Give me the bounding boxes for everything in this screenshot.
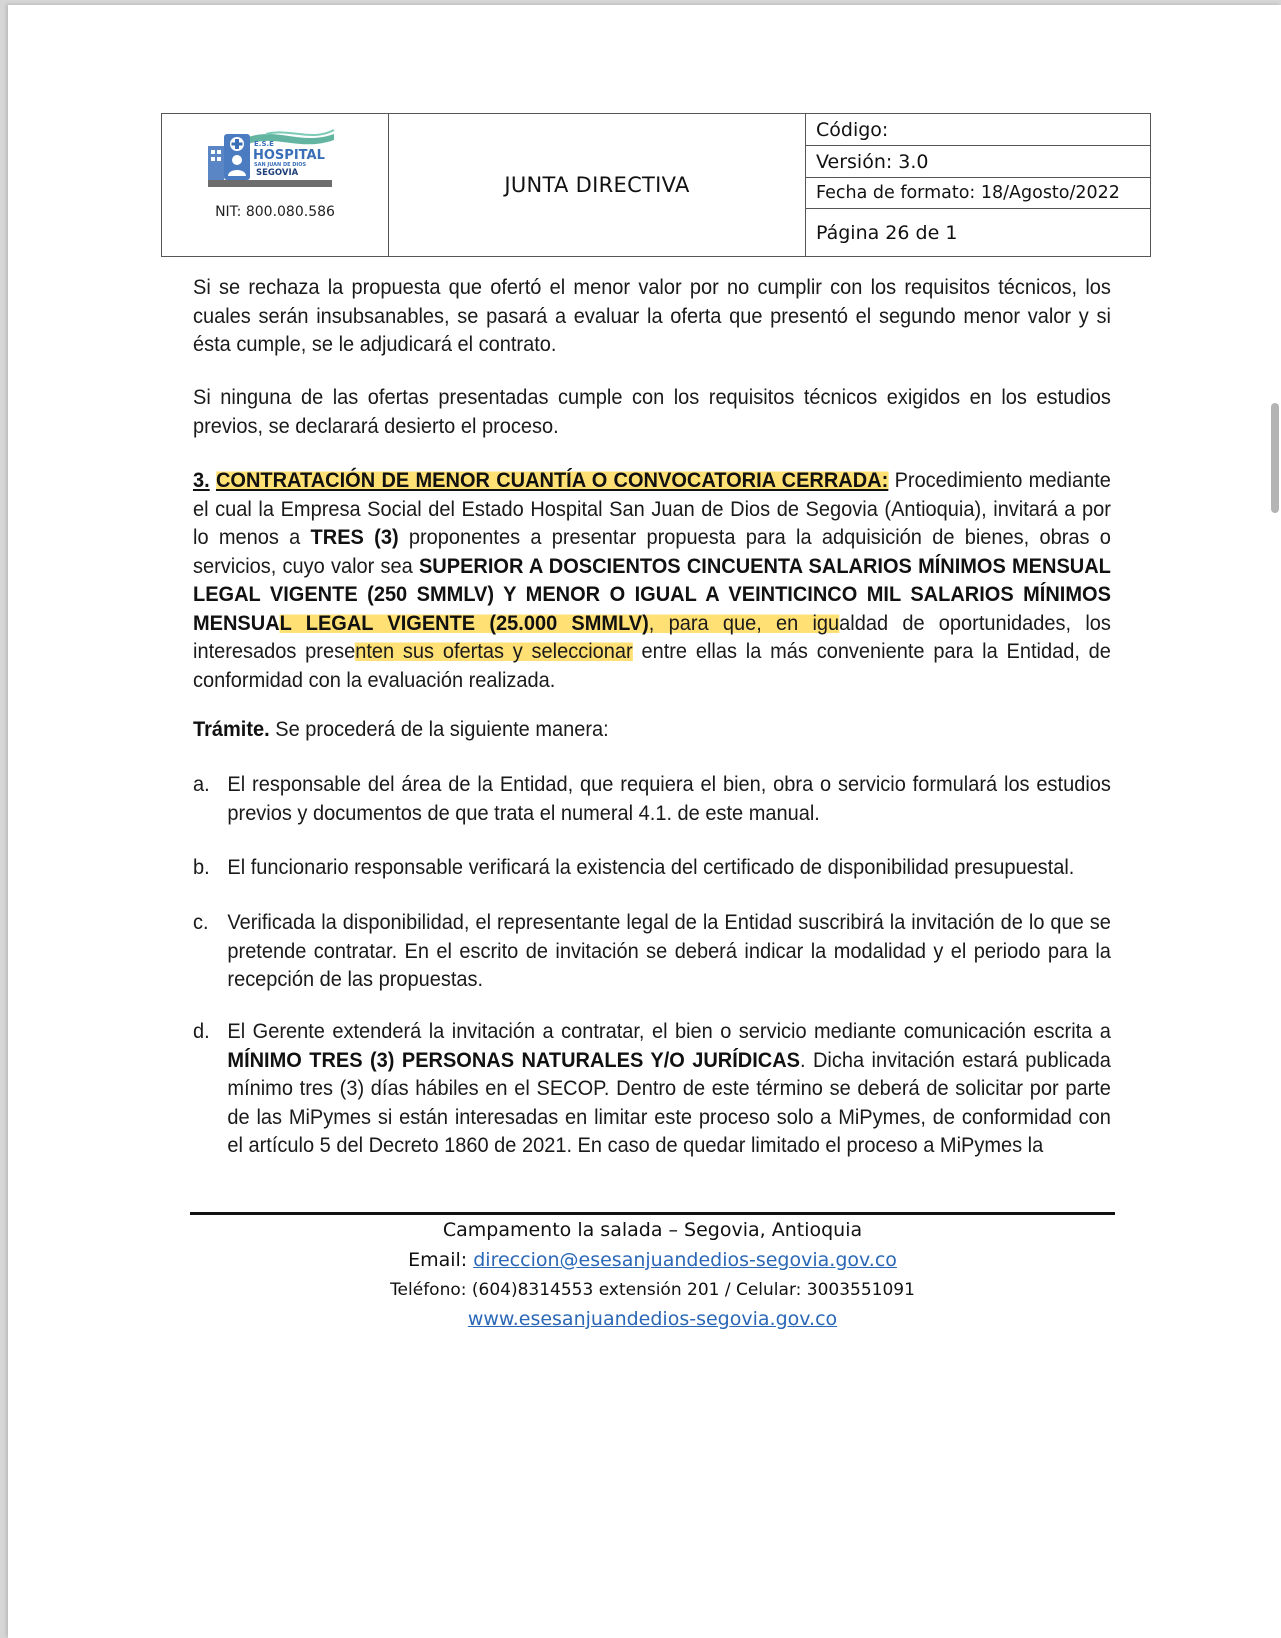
meta-version: Versión: 3.0 bbox=[806, 146, 1150, 178]
list-item-a bbox=[193, 770, 1111, 827]
highlighted-text: , para que, en igu bbox=[648, 610, 840, 635]
list-text-part: . Dicha invitación estará publicada mínimo tres (3) días hábiles en el SECOP. Dentro de este término se deberá de solicitar por parte de las MiPymes si están interesadas en limitar este proceso solo a MiPymes, de conformidad con el artículo 5 del Decreto 1860 de 2021. En caso de quedar limitado el proceso a MiPymes la bbox=[227, 1047, 1111, 1157]
list-text: El funcionario responsable verificará la existencia del certificado de disponibilidad presupuestal. bbox=[227, 855, 1075, 879]
email-label: Email: bbox=[408, 1249, 474, 1271]
footer-website bbox=[190, 1308, 1115, 1330]
list-label: a. bbox=[193, 772, 210, 796]
email-link[interactable]: direccion@esesanjuandedios-segovia.gov.co bbox=[473, 1249, 897, 1271]
logo-cell bbox=[162, 114, 389, 256]
logo-ese-text: E.S.E bbox=[254, 140, 274, 148]
list-item-c bbox=[193, 908, 1111, 994]
nit-number: NIT: 800.080.586 bbox=[215, 204, 335, 220]
list-item-b bbox=[193, 853, 1111, 882]
document-header-table bbox=[161, 113, 1151, 257]
footer-phone: Teléfono: (604)8314553 extensión 201 / Celular: 3003551091 bbox=[390, 1280, 915, 1300]
document-meta bbox=[806, 114, 1150, 256]
list-text: Verificada la disponibilidad, el representante legal de la Entidad suscribirá la invitación de lo que se pretende contratar. En el escrito de invitación se deberá indicar la modalidad y el periodo para la recepción de las propuestas. bbox=[227, 910, 1111, 991]
section-text: aldad de oportunidades, los interesados prese bbox=[193, 610, 1111, 663]
meta-codigo: Código: bbox=[806, 114, 1150, 146]
section-3 bbox=[193, 466, 1111, 694]
list-label: b. bbox=[193, 855, 210, 879]
paragraph-desierto bbox=[193, 383, 1111, 440]
section-text: Procedimiento mediante el cual la Empresa Social del Estado Hospital San Juan de Dios de Segovia (Antioquia), invitará a por lo menos a bbox=[193, 468, 1111, 549]
tramite-text: Se procederá de la siguiente manera: bbox=[269, 717, 609, 741]
section-title: CONTRATACIÓN DE MENOR CUANTÍA O CONVOCATORIA CERRADA: bbox=[215, 468, 889, 492]
section-number: 3. bbox=[193, 468, 210, 492]
tramite-heading bbox=[193, 715, 1111, 744]
section-text: entre ellas la más conveniente para la Entidad, de conformidad con la evaluación realizada. bbox=[193, 639, 1111, 692]
document-page bbox=[8, 5, 1281, 1638]
hospital-logo bbox=[206, 128, 336, 190]
footer-email-line bbox=[190, 1249, 1115, 1271]
list-text bbox=[227, 1017, 1111, 1160]
meta-fecha: Fecha de formato: 18/Agosto/2022 bbox=[806, 178, 1150, 209]
bold-highlighted-text: L LEGAL VIGENTE (25.000 SMMLV) bbox=[279, 610, 649, 635]
list-text: El responsable del área de la Entidad, que requiera el bien, obra o servicio formulará los estudios previos y documentos de que trata el numeral 4.1. de este manual. bbox=[227, 772, 1111, 825]
paragraph-text: Si ninguna de las ofertas presentadas cumple con los requisitos técnicos exigidos en los estudios previos, se declarará desierto el proceso. bbox=[193, 385, 1111, 438]
paragraph-text: Si se rechaza la propuesta que ofertó el menor valor por no cumplir con los requisitos técnicos, los cuales serán insubsanables, se pasará a evaluar la oferta que presentó el segundo menor valor y si ésta cumple, se le adjudicará el contrato. bbox=[193, 275, 1111, 356]
logo-hospital-text: HOSPITAL bbox=[253, 148, 325, 163]
bold-text: SUPERIOR A DOSCIENTOS CINCUENTA SALARIOS MÍNIMOS MENSUAL LEGAL VIGENTE (250 SMMLV) Y MENOR O IGUAL A VEINTICINCO MIL SALARIOS MÍNIMOS MENSUA bbox=[193, 553, 1111, 635]
list-text-part: El Gerente extenderá la invitación a contratar, el bien o servicio mediante comunicación escrita a bbox=[227, 1019, 1111, 1043]
list-item-d bbox=[193, 1017, 1111, 1160]
section-text: proponentes a presentar propuesta para la adquisición de bienes, obras o servicios, cuyo valor sea bbox=[193, 525, 1111, 578]
logo-sanjuan-text: SAN JUAN DE DIOS bbox=[254, 162, 307, 168]
bold-text: TRES (3) bbox=[310, 525, 399, 549]
list-label: d. bbox=[193, 1019, 210, 1043]
logo-segovia-text: SEGOVIA bbox=[256, 168, 299, 178]
footer-address: Campamento la salada – Segovia, Antioquia bbox=[442, 1219, 863, 1241]
section-3-text bbox=[193, 466, 1111, 694]
paragraph-rechazo bbox=[193, 273, 1111, 359]
highlighted-text: nten sus ofertas y seleccionar bbox=[355, 639, 633, 663]
footer-divider bbox=[190, 1212, 1115, 1215]
document-title: JUNTA DIRECTIVA bbox=[389, 114, 806, 256]
bold-text: MÍNIMO TRES (3) PERSONAS NATURALES Y/O JURÍDICAS bbox=[227, 1047, 800, 1072]
meta-pagina: Página 26 de 1 bbox=[816, 221, 958, 244]
tramite-label: Trámite. bbox=[193, 717, 270, 741]
list-label: c. bbox=[193, 910, 209, 934]
website-link[interactable]: www.esesanjuandedios-segovia.gov.co bbox=[467, 1308, 838, 1330]
scrollbar-thumb[interactable] bbox=[1271, 403, 1279, 513]
